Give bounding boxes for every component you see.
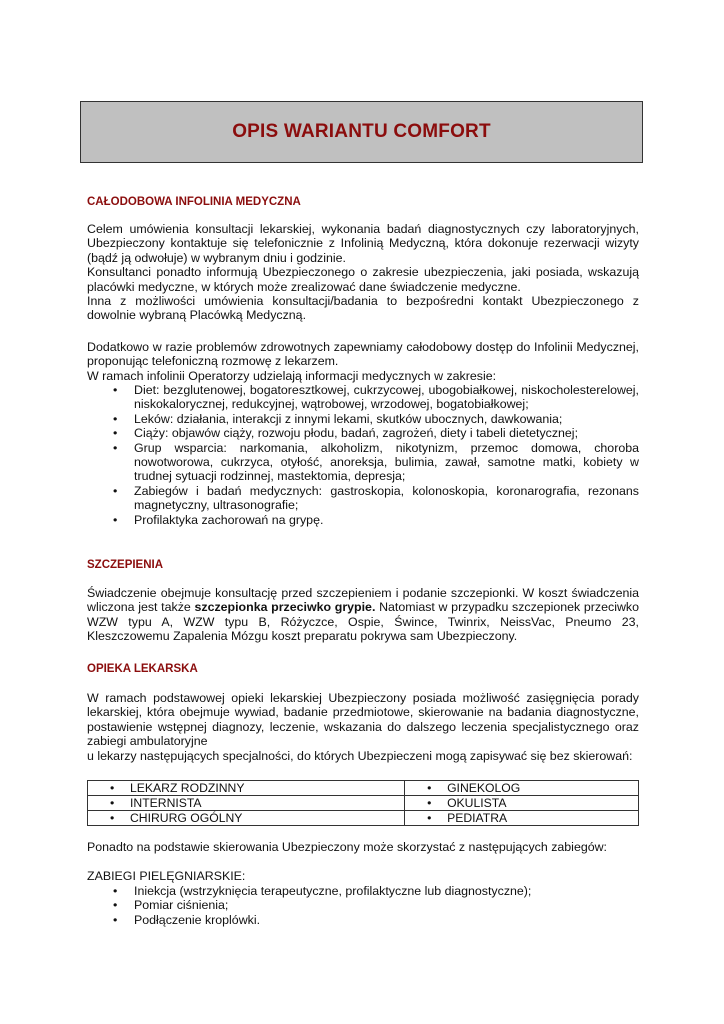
table-row (88, 796, 639, 811)
table-cell (88, 811, 405, 826)
opieka-zabiegi-intro (87, 840, 639, 854)
list-item: • Ciąży: objawów ciąży, rozwoju płodu, badań, zagrożeń, diety i tabeli dietetycznej; (112, 426, 639, 440)
list-item: • Profilaktyka zachorowań na grypę. (112, 513, 639, 527)
zabiegi-list (112, 884, 639, 927)
bullet-glyph: • (427, 811, 432, 825)
bullet-glyph: • (110, 796, 115, 810)
section-heading-infolinia: CAŁODOBOWA INFOLINIA MEDYCZNA (87, 196, 301, 208)
specialty-name: LEKARZ RODZINNY (130, 781, 245, 795)
paragraph: Dodatkowo w razie problemów zdrowotnych zapewniamy całodobowy dostęp do Infolinii Medycznej, proponując telefoniczną rozmowę z lekarzem. (87, 340, 639, 369)
paragraph: W ramach podstawowej opieki lekarskiej Ubezpieczony posiada możliwość zasięgnięcia porady lekarskiej, która obejmuje wywiad, badanie przedmiotowe, skierowanie na badania diagnostyczne, postawienie wstępnej diagnozy, leczenie, wskazania do dalszego leczenia specjalistycznego oraz zabiegi ambulatoryjne (87, 691, 639, 749)
paragraph: Inna z możliwości umówienia konsultacji/badania to bezpośredni kontakt Ubezpieczonego z dowolnie wybraną Placówką Medyczną. (87, 294, 639, 323)
szczepienia-text (87, 586, 639, 644)
bullet-glyph: • (110, 811, 115, 825)
list-item: • Diet: bezglutenowej, bogatoresztkowej, cukrzycowej, ubogobiałkowej, niskocholesterelowej, niskokalorycznej, redukcyjnej, wątrobowej, wrzodowej, bogatobiałkowej; (112, 383, 639, 412)
list-item: • Leków: działania, interakcji z innymi lekami, skutków ubocznych, dawkowania; (112, 412, 639, 426)
specialty-name: INTERNISTA (130, 796, 202, 810)
table-cell (405, 781, 639, 796)
table-row (88, 811, 639, 826)
specialty-name: PEDIATRA (447, 811, 508, 825)
list-item: • Pomiar ciśnienia; (112, 898, 639, 912)
text-run: Świadczenie obejmuje konsultację przed szczepieniem i podanie szczepionki. W koszt świadczenia wliczona jest także (87, 586, 639, 615)
zabiegi-heading-block (87, 869, 639, 883)
specialties-table (87, 780, 639, 826)
infolinia-intro (87, 222, 639, 323)
specialty-name: OKULISTA (447, 796, 507, 810)
section-heading-opieka: OPIEKA LEKARSKA (87, 663, 198, 675)
paragraph: Ponadto na podstawie skierowania Ubezpieczony może skorzystać z następujących zabiegów: (87, 840, 608, 854)
table-cell (88, 796, 405, 811)
text-run: Natomiast w przypadku szczepionek przeciwko WZW typu A, WZW typu B, Różyczce, Ospie, Śwince, Twinrix, NeissVac, Pneumo 23, Kleszczowemu Zapalenia Mózgu koszt preparatu pokrywa sam Ubezpieczony. (87, 600, 639, 644)
bullet-glyph: • (427, 796, 432, 810)
paragraph: Konsultanci ponadto informują Ubezpieczonego o zakresie ubezpieczenia, jaki posiada, wskazują placówki medyczne, w których może zrealizować dane świadczenie medyczne. (87, 265, 639, 294)
section-heading-szczepienia: SZCZEPIENIA (87, 559, 164, 571)
title-banner (80, 101, 643, 163)
table-cell (405, 811, 639, 826)
list-item: • Grup wsparcia: narkomania, alkoholizm, nikotynizm, przemoc domowa, choroba nowotworowa, cukrzyca, otyłość, anoreksja, bulimia, zawał, samotne matki, kobiety w trudnej sytuacji rodzinnej, mastektomia, depresja; (112, 441, 639, 484)
paragraph: W ramach infolinii Operatorzy udzielają informacji medycznych w zakresie: (87, 368, 497, 383)
table-cell (88, 781, 405, 796)
table-row (88, 781, 639, 796)
infolinia-additional (87, 340, 639, 383)
paragraph: u lekarzy następujących specjalności, do których Ubezpieczeni mogą zapisywać się bez skierowań: (87, 748, 633, 763)
paragraph: Celem umówienia konsultacji lekarskiej, wykonania badań diagnostycznych czy laboratoryjnych, Ubezpieczony kontaktuje się telefonicznie z Infolinią Medyczną, która dokonuje rezerwacji wizyty (bądź ją odwołuje) w wybranym dniu i godzinie. (87, 222, 639, 265)
specialty-name: GINEKOLOG (447, 781, 521, 795)
specialty-name: CHIRURG OGÓLNY (130, 811, 243, 825)
paragraph (87, 586, 639, 644)
opieka-intro (87, 691, 639, 763)
list-item: • Zabiegów i badań medycznych: gastroskopia, kolonoskopia, koronarografia, rezonans magnetyczny, ultrasonografie; (112, 484, 639, 513)
list-item: • Podłączenie kroplówki. (112, 913, 639, 927)
subheading: ZABIEGI PIELĘGNIARSKIE: (87, 869, 246, 883)
bullet-glyph: • (427, 781, 432, 795)
bold-text: szczepionka przeciwko grypie. (194, 600, 376, 615)
list-item: • Iniekcja (wstrzyknięcia terapeutyczne, profilaktyczne lub diagnostyczne); (112, 884, 639, 898)
bullet-glyph: • (110, 781, 115, 795)
page-title: OPIS WARIANTU COMFORT (232, 121, 491, 142)
infolinia-list (112, 383, 639, 527)
table-cell (405, 796, 639, 811)
